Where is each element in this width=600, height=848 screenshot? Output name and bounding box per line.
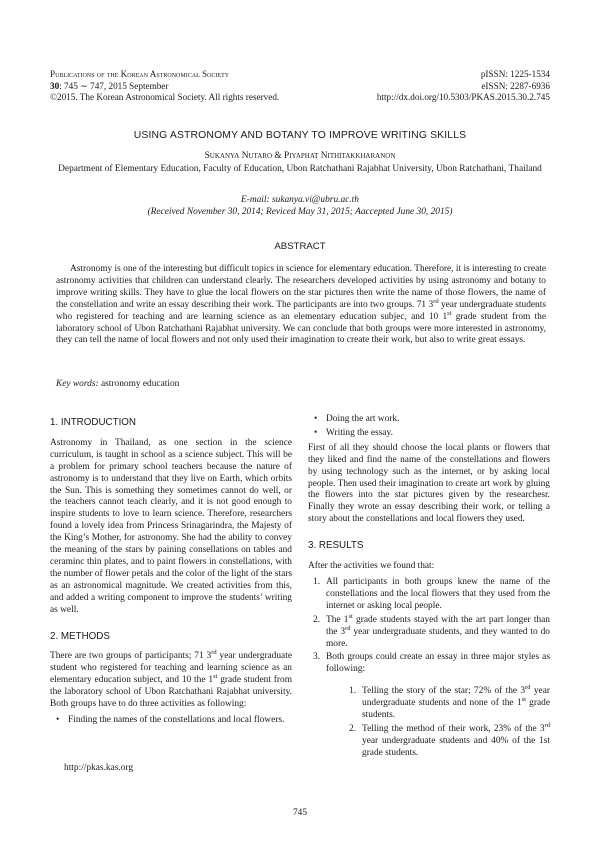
list-item: • Finding the names of the constellations and local flowers. — [68, 715, 292, 727]
item-text: year undergraduate students and 40% of the 1st grade students. — [362, 735, 550, 758]
item-number: 2. — [313, 614, 321, 625]
section-heading-introduction: 1. INTRODUCTION — [50, 417, 136, 428]
item-sup: rd — [525, 684, 531, 692]
affiliation: Department of Elementary Education, Faculty of Education, Ubon Ratchathani Rajabhat University, Ubon Ratchathani, Thailand — [58, 164, 542, 174]
email: E-mail: sukanya.vi@ubru.ac.th — [241, 195, 359, 205]
methods-part-2: year undergraduate student who registered for teaching and learning science as an elementary education subject, and 10 the 1 — [50, 651, 292, 686]
volume-pages — [50, 81, 279, 93]
abstract-heading: ABSTRACT — [274, 241, 326, 252]
item-sup: rd — [544, 721, 550, 729]
abstract-text — [56, 264, 546, 347]
paper-title: USING ASTRONOMY AND BOTANY TO IMPROVE WRITING SKILLS — [133, 130, 467, 141]
section-heading-methods: 2. METHODS — [50, 630, 110, 642]
list-item: • Doing the art work. — [326, 414, 550, 426]
essay-styles-list — [344, 686, 550, 759]
abstract-part-2: year undergraduate students who registered for teaching and are learning science as an elementary education subjec, and 10 1 — [56, 299, 547, 322]
journal-info — [50, 69, 279, 104]
item-text: grade students. — [362, 698, 551, 721]
activity-list-continued — [308, 414, 550, 440]
page-number: 745 — [292, 808, 308, 818]
item-text: Telling the story of the star; 72% of the 3 — [362, 686, 526, 697]
list-item — [349, 684, 551, 722]
results-list — [308, 577, 550, 760]
item-text: The 1 — [326, 614, 349, 625]
item-text: grade students stayed with the art part longer than the 3 — [326, 614, 550, 637]
abstract-sup-1: rd — [433, 297, 439, 305]
list-item — [313, 652, 551, 759]
keywords-label: Key words: — [56, 379, 99, 389]
journal-name: Publications of the Korean Astronomical Society — [50, 69, 230, 79]
list-item — [313, 612, 550, 651]
list-item — [313, 576, 550, 613]
received-dates: (Received November 30, 2014; Reviced May 31, 2015; Aaccepted June 30, 2015) — [147, 207, 453, 217]
author-list: Sukanya Nutaro & Piyaphat Nithitakkharanon — [204, 151, 396, 161]
item-sup: st — [521, 696, 526, 703]
page-range: : 745 ∼ 747, 2015 September — [59, 80, 169, 91]
item-number: 2. — [349, 723, 357, 734]
item-sup: rd — [345, 624, 351, 632]
right-column — [308, 414, 550, 762]
methods-text — [50, 651, 292, 711]
list-item: • Writing the essay. — [326, 428, 550, 440]
item-text: Telling the method of their work, 23% of the 3 — [362, 723, 545, 734]
abstract-part-1: Astronomy is one of the interesting but difficult topics in science for elementary education. Therefore, it is interesting to create astronomy activities that children can understand clearly. The researchers developed activities by using astronomy and botany to improve writing skills. They have to glue the local flowers on the star pictures then write the name of those flowers, the name of the constellation and write an essay describing their work. The participants are into two groups. 71 3 — [56, 264, 546, 310]
left-column — [50, 414, 292, 729]
methods-part-1: There are two groups of participants; 71 3 — [50, 651, 212, 662]
introduction-text: Astronomy in Thailand, as one section in the science curriculum, is taught in school as a science subject. This will be a problem for primary school teachers because the nature of astronomy is to understand that they live on Earth, which orbits the Sun. This is something they sometimes cannot do well, or the teachers cannot teach clearly, and it is not good enough to inspire students to love to learn science. Therefore, researchers found a lovely idea from Princess Srinagarindra, the Majesty of the King’s Mother, for astronomy. She had the ability to convey the meaning of the stars by paining consellations on tables and ceraminc thin plates, and to paint flowers in constellations, with the number of flower petals and the color of the light of the stars as an astronomical magnitude. We created activities from this, and added a writing component to improve the students’ writing as well. — [50, 437, 292, 615]
journal-url[interactable]: http://pkas.kas.org — [64, 763, 134, 773]
methods-part-3: grade student from the laboratory school of Ubon Ratchathani Rajabhat university. Both groups have to do three activities as following: — [50, 675, 292, 710]
abstract-sup-2: st — [447, 309, 452, 317]
methods-followup-text: First of all they should choose the local plants or flowers that they liked and find the name of the constellations and flowers by using technology such as the internet, or by asking local people. Then used their imagination to create art work by gluing the flowers into the star pictures given by the researchesr. Finally they wrote an essay describing their work, or telling a story about the constellations and local flowers they used. — [308, 442, 550, 525]
activity-list — [50, 715, 292, 727]
item-text: year undergraduate students, and they wanted to do more. — [326, 626, 550, 649]
pissn: pISSN: 1225-1534 — [480, 69, 550, 79]
abstract-part-3: grade student from the laboratory school of Ubon Ratchathani Rajabhat university. We can conclude that both groups were more interested in astronomy, they can tell the name of local flowers and not only used their imagination to create their work, but also to write great essays. — [56, 311, 546, 346]
item-number: 1. — [349, 686, 357, 697]
item-text: All participants in both groups knew the name of the constellations and the local flowers that they used from the internet or asking local people. — [326, 576, 550, 611]
copyright: ©2015. The Korean Astronomical Society. All rights reserved. — [50, 92, 280, 103]
item-number: 3. — [313, 652, 321, 663]
section-heading-results: 3. RESULTS — [308, 540, 364, 552]
volume-number: 30 — [50, 80, 60, 91]
item-sup: st — [348, 612, 353, 620]
list-item — [349, 721, 550, 760]
doi-link[interactable]: http://dx.doi.org/10.5303/PKAS.2015.30.2.745 — [376, 92, 550, 103]
issn-info — [377, 69, 550, 104]
item-number: 1. — [313, 576, 321, 587]
keywords — [56, 379, 546, 389]
item-text: Both groups could create an essay in three major styles as following: — [326, 652, 550, 675]
eissn: eISSN: 2287-6936 — [481, 80, 550, 91]
item-text: year undergraduate students and none of the 1 — [362, 686, 550, 709]
keywords-value: astronomy education — [98, 379, 180, 389]
results-intro: After the activities we found that: — [308, 561, 435, 572]
methods-sup-1: rd — [211, 649, 217, 657]
methods-sup-2: st — [213, 673, 218, 681]
